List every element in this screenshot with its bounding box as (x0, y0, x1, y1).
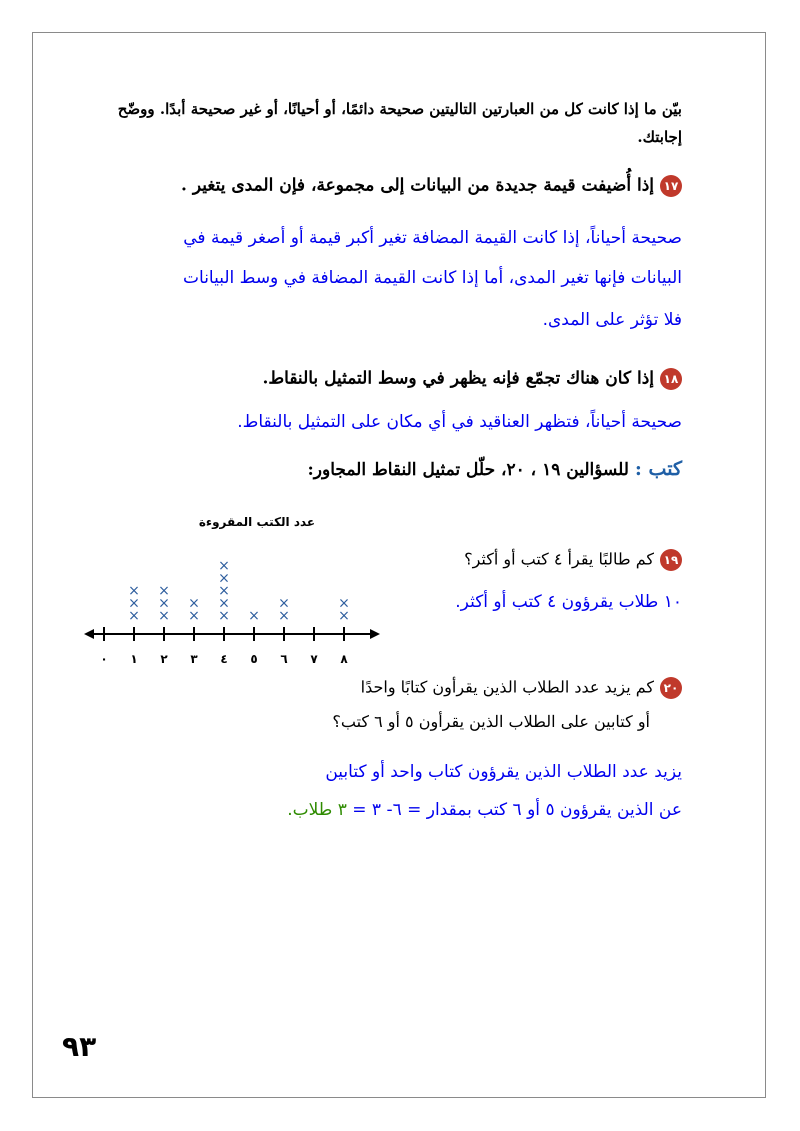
page-number: ٩٣ (62, 1030, 97, 1063)
instruction-line-1: بيّن ما إذا كانت كل من العبارتين التاليتين صحيحة دائمًا، أو أحيانًا، أو غير صحيحة أبدًا. ووضّح (117, 100, 682, 118)
question-20 (361, 677, 682, 699)
data-point-marker: × (338, 595, 350, 612)
data-point-marker: × (278, 608, 290, 624)
answer-20-result: ٣ طلاب. (287, 800, 347, 820)
tick-label: ٤ (220, 652, 228, 666)
tick-label: ٠ (100, 652, 108, 666)
data-point-marker: × (218, 570, 230, 587)
data-point-marker: × (248, 608, 260, 624)
answer-18: صحيحة أحياناً، فتظهر العناقيد في أي مكان على التمثيل بالنقاط. (237, 412, 682, 432)
instruction-line-2: إجابتك. (637, 128, 682, 146)
tick-label: ٢ (160, 652, 168, 666)
question-number-badge: ١٨ (660, 368, 682, 390)
data-point-marker: × (128, 583, 140, 599)
dot-plot-chart (82, 510, 392, 680)
data-point-marker: × (158, 583, 170, 599)
answer-20-calculation: عن الذين يقرؤون ٥ أو ٦ كتب بمقدار = ٦- ٣ = (346, 800, 682, 820)
answer-20-line-1: يزيد عدد الطلاب الذين يقرؤون كتاب واحد أو كتابين (325, 762, 682, 782)
data-point-marker: × (218, 558, 230, 574)
question-18 (263, 368, 682, 390)
data-point-marker: × (158, 595, 170, 612)
question-number-badge: ١٩ (660, 549, 682, 571)
tick-label: ٦ (280, 652, 288, 666)
data-point-marker: × (188, 595, 200, 612)
question-20-text-line-2: أو كتابين على الطلاب الذين يقرأون ٥ أو ٦ كتب؟ (332, 712, 650, 731)
answer-20-line-2 (287, 800, 682, 820)
tick-label: ٥ (250, 652, 258, 666)
data-point-marker: × (218, 595, 230, 612)
data-point-marker: × (218, 583, 230, 599)
tick-label: ٨ (340, 652, 348, 666)
books-header (308, 458, 683, 480)
answer-17-line-1: صحيحة أحياناً، إذا كانت القيمة المضافة تغير أكبر قيمة أو أصغر قيمة في (183, 228, 682, 248)
data-point-marker: × (278, 595, 290, 612)
books-header-text: للسؤالين ١٩ ، ٢٠، حلّل تمثيل النقاط المجاور: (307, 460, 629, 480)
question-number-badge: ١٧ (660, 175, 682, 197)
chart-title: عدد الكتب المقروءة (198, 515, 316, 529)
question-20-text-line-1: كم يزيد عدد الطلاب الذين يقرأون كتابًا واحدًا (360, 677, 654, 697)
tick-label: ٧ (310, 652, 318, 666)
tick-label: ٣ (190, 652, 198, 666)
question-17-text: إذا أُضيفت قيمة جديدة من البيانات إلى مجموعة، فإن المدى يتغير . (181, 175, 654, 196)
data-point-marker: × (218, 608, 230, 624)
data-point-marker: × (158, 608, 170, 624)
question-number-badge: ٢٠ (660, 677, 682, 699)
question-18-text: إذا كان هناك تجمّع فإنه يظهر في وسط التمثيل بالنقاط. (262, 368, 654, 389)
tick-label: ١ (130, 652, 138, 666)
left-arrow-icon (84, 629, 94, 639)
right-arrow-icon (370, 629, 380, 639)
data-point-marker: × (128, 608, 140, 624)
data-point-marker: × (338, 608, 350, 624)
question-19 (464, 549, 682, 571)
data-point-marker: × (128, 595, 140, 612)
answer-17-line-2: البيانات فإنها تغير المدى، أما إذا كانت القيمة المضافة في وسط البيانات (183, 268, 682, 288)
books-keyword: كتب : (634, 458, 682, 480)
answer-17-line-3: فلا تؤثر على المدى. (542, 310, 682, 330)
question-17 (181, 175, 682, 197)
answer-19: ١٠ طلاب يقرؤون ٤ كتب أو أكثر. (455, 592, 682, 612)
question-19-text: كم طالبًا يقرأ ٤ كتب أو أكثر؟ (464, 549, 654, 569)
data-point-marker: × (188, 608, 200, 624)
